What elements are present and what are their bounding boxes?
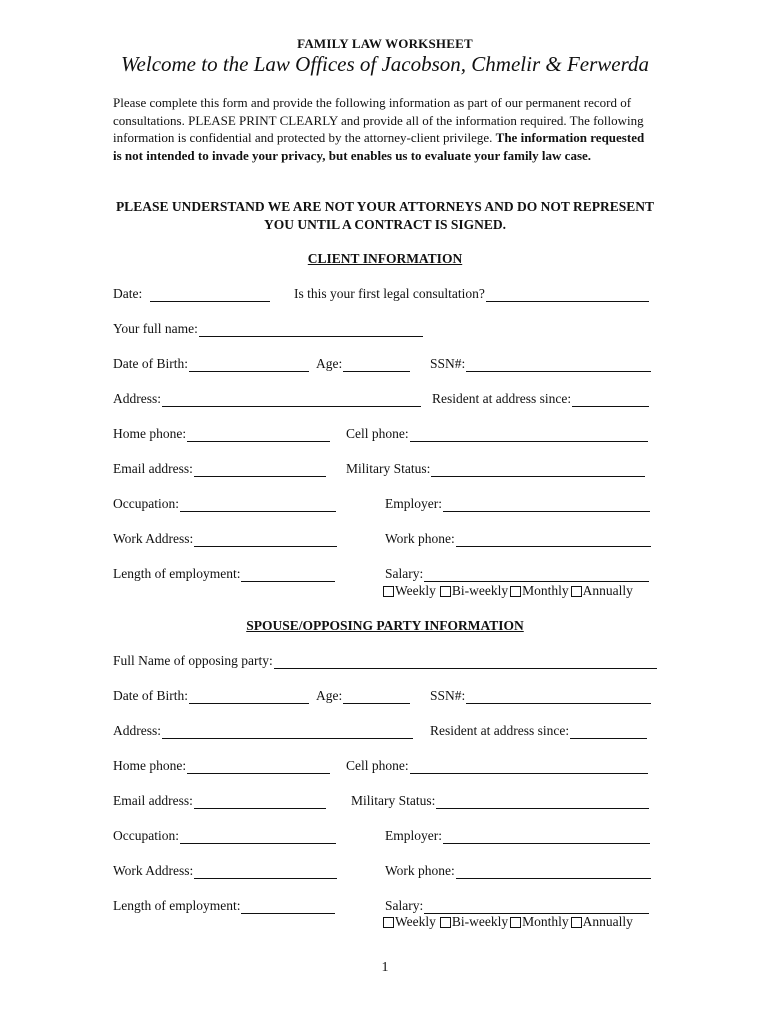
spouse-work-phone-line[interactable]: [456, 864, 651, 879]
spouse-age-field[interactable]: [316, 688, 410, 704]
client-salary-label: Salary:: [385, 566, 424, 581]
client-salary-monthly-option[interactable]: [510, 583, 569, 599]
client-date-field[interactable]: [113, 286, 270, 302]
checkbox-icon[interactable]: [383, 917, 394, 928]
client-address-label: Address:: [113, 391, 161, 406]
spouse-work-address-label: Work Address:: [113, 863, 194, 878]
client-row-name: [0, 321, 770, 343]
spouse-row-occupation: [0, 828, 770, 850]
client-row-dob: [0, 356, 770, 378]
client-occupation-line[interactable]: [180, 497, 336, 512]
intro-bold-text: The information requested is not intended to invade your privacy, but enables us to evaluate your family law case.: [113, 130, 645, 163]
spouse-length-employment-label: Length of employment:: [113, 898, 241, 913]
spouse-address-field[interactable]: [113, 723, 413, 739]
client-military-field[interactable]: [346, 461, 645, 477]
checkbox-icon[interactable]: [440, 917, 451, 928]
spouse-email-line[interactable]: [194, 794, 326, 809]
spouse-salary-annually-label: Annually: [582, 914, 633, 929]
checkbox-icon[interactable]: [383, 586, 394, 597]
client-first-consult-line[interactable]: [486, 287, 649, 302]
client-salary-biweekly-option[interactable]: [440, 583, 508, 599]
client-row-phones: [0, 426, 770, 448]
client-row-email: [0, 461, 770, 483]
client-salary-annually-option[interactable]: [571, 583, 633, 599]
spouse-cell-phone-field[interactable]: [346, 758, 648, 774]
client-dob-line[interactable]: [189, 357, 309, 372]
spouse-home-phone-label: Home phone:: [113, 758, 187, 773]
spouse-occupation-field[interactable]: [113, 828, 336, 844]
client-salary-biweekly-label: Bi-weekly: [451, 583, 509, 598]
client-ssn-line[interactable]: [466, 357, 651, 372]
spouse-salary-weekly-option[interactable]: [383, 914, 436, 930]
client-length-employment-label: Length of employment:: [113, 566, 241, 581]
intro-text: Please complete this form and provide the following information as part of our permanent record of consultations. PLEASE PRINT CLEARLY and provide all of the information required. The following information is confidential and protected by the attorney-client privilege.: [113, 95, 644, 145]
spouse-full-name-line[interactable]: [274, 654, 657, 669]
spouse-dob-label: Date of Birth:: [113, 688, 188, 703]
spouse-email-field[interactable]: [113, 793, 326, 809]
client-cell-phone-line[interactable]: [410, 427, 648, 442]
client-salary-weekly-option[interactable]: [383, 583, 436, 599]
client-full-name-label: Your full name:: [113, 321, 198, 336]
client-work-phone-label: Work phone:: [385, 531, 455, 546]
spouse-work-address-field[interactable]: [113, 863, 337, 879]
spouse-salary-field[interactable]: [385, 898, 649, 914]
form-title: FAMILY LAW WORKSHEET: [297, 36, 473, 51]
client-first-consult-field[interactable]: [294, 286, 649, 302]
spouse-work-address-line[interactable]: [194, 864, 337, 879]
spouse-full-name-label: Full Name of opposing party:: [113, 653, 273, 668]
spouse-dob-field[interactable]: [113, 688, 309, 704]
client-salary-weekly-label: Weekly: [395, 583, 436, 598]
spouse-ssn-label: SSN#:: [430, 688, 466, 703]
client-home-phone-label: Home phone:: [113, 426, 187, 441]
spouse-military-line[interactable]: [436, 794, 649, 809]
spouse-address-line[interactable]: [162, 724, 413, 739]
checkbox-icon[interactable]: [571, 586, 582, 597]
client-row-work: [0, 531, 770, 553]
spouse-occupation-line[interactable]: [180, 829, 336, 844]
spouse-resident-since-field[interactable]: [430, 723, 647, 739]
checkbox-icon[interactable]: [440, 586, 451, 597]
client-salary-monthly-label: Monthly: [522, 583, 569, 598]
client-resident-since-field[interactable]: [432, 391, 649, 407]
spouse-salary-monthly-label: Monthly: [522, 914, 569, 929]
client-ssn-label: SSN#:: [430, 356, 466, 371]
client-work-phone-field[interactable]: [385, 531, 651, 547]
client-dob-field[interactable]: [113, 356, 309, 372]
spouse-cell-phone-label: Cell phone:: [346, 758, 409, 773]
client-work-phone-line[interactable]: [456, 532, 651, 547]
client-cell-phone-field[interactable]: [346, 426, 648, 442]
spouse-row-dob: [0, 688, 770, 710]
spouse-resident-since-line[interactable]: [570, 724, 647, 739]
client-date-label: Date:: [113, 286, 143, 301]
client-email-label: Email address:: [113, 461, 193, 476]
client-salary-options: [383, 583, 633, 599]
client-email-line[interactable]: [194, 462, 326, 477]
page-number: 1: [381, 960, 389, 975]
spouse-address-label: Address:: [113, 723, 161, 738]
spouse-employer-line[interactable]: [443, 829, 650, 844]
spouse-home-phone-line[interactable]: [187, 759, 330, 774]
client-length-employment-field[interactable]: [113, 566, 335, 582]
spouse-salary-biweekly-label: Bi-weekly: [451, 914, 509, 929]
client-occupation-field[interactable]: [113, 496, 336, 512]
client-employer-label: Employer:: [385, 496, 442, 511]
client-email-field[interactable]: [113, 461, 326, 477]
client-salary-field[interactable]: [385, 566, 649, 582]
spouse-military-label: Military Status:: [351, 793, 436, 808]
client-occupation-label: Occupation:: [113, 496, 179, 511]
client-full-name-line[interactable]: [199, 322, 423, 337]
spouse-row-phones: [0, 758, 770, 780]
client-date-line[interactable]: [150, 287, 270, 302]
welcome-heading: Welcome to the Law Offices of Jacobson, Chmelir & Ferwerda: [120, 52, 650, 76]
client-age-line[interactable]: [343, 357, 410, 372]
client-home-phone-field[interactable]: [113, 426, 330, 442]
spouse-length-employment-line[interactable]: [241, 899, 335, 914]
spouse-employer-label: Employer:: [385, 828, 442, 843]
spouse-info-heading: SPOUSE/OPPOSING PARTY INFORMATION: [246, 618, 524, 633]
spouse-salary-weekly-label: Weekly: [395, 914, 436, 929]
spouse-row-name: [0, 653, 770, 675]
client-work-address-label: Work Address:: [113, 531, 194, 546]
spouse-salary-options: [383, 914, 633, 930]
client-row-address: [0, 391, 770, 413]
attorney-disclaimer: PLEASE UNDERSTAND WE ARE NOT YOUR ATTORNEYS AND DO NOT REPRESENT YOU UNTIL A CONTRACT IS SIGNED.: [115, 199, 655, 232]
client-age-label: Age:: [316, 356, 343, 371]
spouse-email-label: Email address:: [113, 793, 193, 808]
spouse-work-phone-field[interactable]: [385, 863, 651, 879]
client-info-heading: CLIENT INFORMATION: [307, 251, 463, 266]
spouse-row-work: [0, 863, 770, 885]
client-military-label: Military Status:: [346, 461, 431, 476]
client-length-employment-line[interactable]: [241, 567, 335, 582]
client-resident-since-label: Resident at address since:: [432, 391, 572, 406]
client-cell-phone-label: Cell phone:: [346, 426, 409, 441]
spouse-home-phone-field[interactable]: [113, 758, 330, 774]
client-address-line[interactable]: [162, 392, 421, 407]
client-employer-field[interactable]: [385, 496, 650, 512]
checkbox-icon[interactable]: [571, 917, 582, 928]
spouse-ssn-line[interactable]: [466, 689, 651, 704]
client-row-date: [0, 286, 770, 308]
spouse-employer-field[interactable]: [385, 828, 650, 844]
spouse-age-line[interactable]: [343, 689, 410, 704]
spouse-age-label: Age:: [316, 688, 343, 703]
client-age-field[interactable]: [316, 356, 410, 372]
spouse-cell-phone-line[interactable]: [410, 759, 648, 774]
client-full-name-field[interactable]: [113, 321, 423, 337]
client-resident-since-line[interactable]: [572, 392, 649, 407]
spouse-resident-since-label: Resident at address since:: [430, 723, 570, 738]
spouse-salary-label: Salary:: [385, 898, 424, 913]
checkbox-icon[interactable]: [510, 586, 521, 597]
spouse-full-name-field[interactable]: [113, 653, 657, 669]
client-work-address-field[interactable]: [113, 531, 337, 547]
spouse-salary-line[interactable]: [424, 899, 649, 914]
client-dob-label: Date of Birth:: [113, 356, 188, 371]
intro-paragraph: [113, 94, 653, 164]
spouse-salary-annually-option[interactable]: [571, 914, 633, 930]
checkbox-icon[interactable]: [510, 917, 521, 928]
client-salary-line[interactable]: [424, 567, 649, 582]
client-employer-line[interactable]: [443, 497, 650, 512]
client-salary-annually-label: Annually: [582, 583, 633, 598]
client-home-phone-line[interactable]: [187, 427, 330, 442]
client-military-line[interactable]: [431, 462, 645, 477]
spouse-ssn-field[interactable]: [430, 688, 651, 704]
client-ssn-field[interactable]: [430, 356, 651, 372]
spouse-salary-biweekly-option[interactable]: [440, 914, 508, 930]
spouse-length-employment-field[interactable]: [113, 898, 335, 914]
spouse-row-address: [0, 723, 770, 745]
spouse-occupation-label: Occupation:: [113, 828, 179, 843]
spouse-work-phone-label: Work phone:: [385, 863, 455, 878]
client-address-field[interactable]: [113, 391, 421, 407]
spouse-salary-monthly-option[interactable]: [510, 914, 569, 930]
client-row-occupation: [0, 496, 770, 518]
client-work-address-line[interactable]: [194, 532, 337, 547]
spouse-row-email: [0, 793, 770, 815]
spouse-dob-line[interactable]: [189, 689, 309, 704]
spouse-military-field[interactable]: [351, 793, 649, 809]
client-first-consult-label: Is this your first legal consultation?: [294, 286, 485, 301]
